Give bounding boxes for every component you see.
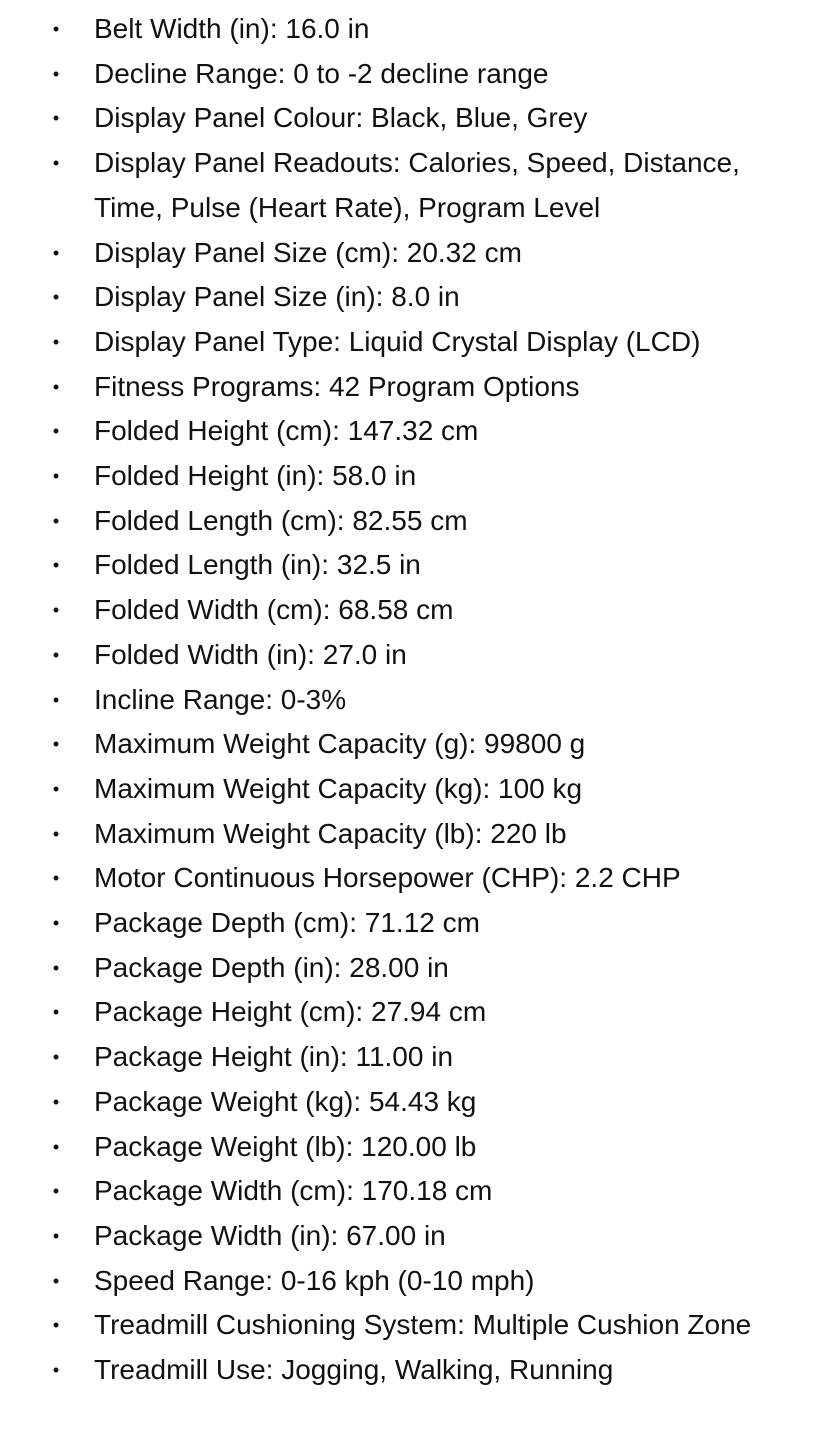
- spec-text: Package Weight (kg): 54.43 kg: [94, 1085, 477, 1117]
- bullet-icon: •: [52, 242, 60, 263]
- spec-item: [0, 946, 836, 991]
- spec-item: [0, 1169, 836, 1214]
- spec-item: [0, 1035, 836, 1080]
- bullet-icon: •: [52, 108, 60, 129]
- bullet-icon: •: [52, 421, 60, 442]
- bullet-icon: •: [52, 510, 60, 531]
- spec-text: Incline Range: 0-3%: [94, 683, 347, 715]
- bullet-icon: •: [52, 868, 60, 889]
- bullet-icon: •: [52, 1136, 60, 1157]
- spec-item: [0, 1259, 836, 1304]
- spec-text: Treadmill Cushioning System: Multiple Cushion Zone: [94, 1309, 752, 1341]
- bullet-icon: •: [52, 331, 60, 352]
- spec-item: [0, 231, 836, 276]
- spec-item: [0, 990, 836, 1035]
- spec-item: [0, 767, 836, 812]
- spec-item: [0, 1348, 836, 1393]
- bullet-icon: •: [52, 689, 60, 710]
- bullet-icon: •: [52, 1091, 60, 1112]
- spec-item: [0, 1080, 836, 1125]
- spec-item: [0, 1125, 836, 1170]
- spec-item: [0, 543, 836, 588]
- spec-text: Display Panel Colour: Black, Blue, Grey: [94, 102, 588, 134]
- spec-item: [0, 365, 836, 410]
- spec-item: [0, 722, 836, 767]
- spec-text: Folded Width (in): 27.0 in: [94, 638, 407, 670]
- spec-text: Package Weight (lb): 120.00 lb: [94, 1130, 477, 1162]
- spec-item: [0, 275, 836, 320]
- bullet-icon: •: [52, 153, 60, 174]
- bullet-icon: •: [52, 1270, 60, 1291]
- spec-text: Speed Range: 0-16 kph (0-10 mph): [94, 1264, 535, 1296]
- spec-text: Folded Length (in): 32.5 in: [94, 549, 421, 581]
- spec-text: Maximum Weight Capacity (kg): 100 kg: [94, 772, 583, 804]
- bullet-icon: •: [52, 466, 60, 487]
- spec-text: Display Panel Size (cm): 20.32 cm: [94, 236, 522, 268]
- bullet-icon: •: [52, 913, 60, 934]
- spec-item: [0, 901, 836, 946]
- spec-item: [0, 320, 836, 365]
- bullet-icon: •: [52, 19, 60, 39]
- spec-item: [0, 633, 836, 678]
- spec-item: [0, 96, 836, 141]
- bullet-icon: •: [52, 287, 60, 308]
- bullet-icon: •: [52, 1225, 60, 1246]
- spec-text: Display Panel Size (in): 8.0 in: [94, 281, 460, 313]
- spec-item: [0, 1303, 836, 1348]
- spec-text: Folded Length (cm): 82.55 cm: [94, 504, 468, 536]
- spec-text: Folded Height (cm): 147.32 cm: [94, 415, 479, 447]
- spec-item: [0, 588, 836, 633]
- bullet-icon: •: [52, 1047, 60, 1068]
- spec-item: [0, 856, 836, 901]
- bullet-icon: •: [52, 600, 60, 621]
- spec-item: [0, 812, 836, 857]
- bullet-icon: •: [52, 778, 60, 799]
- spec-item: [0, 1214, 836, 1259]
- spec-text: Fitness Programs: 42 Program Options: [94, 370, 580, 402]
- bullet-icon: •: [52, 1181, 60, 1202]
- spec-text: Package Depth (in): 28.00 in: [94, 951, 449, 983]
- bullet-icon: •: [52, 957, 60, 978]
- spec-text: Motor Continuous Horsepower (CHP): 2.2 CHP: [94, 862, 681, 894]
- spec-text: Package Height (cm): 27.94 cm: [94, 996, 487, 1028]
- bullet-icon: •: [52, 1360, 60, 1381]
- spec-text: Package Width (cm): 170.18 cm: [94, 1175, 493, 1207]
- spec-text: Package Width (in): 67.00 in: [94, 1219, 446, 1251]
- spec-item: [0, 141, 836, 230]
- spec-text: Display Panel Readouts: Calories, Speed, Distance, Time, Pulse (Heart Rate), Program Level: [94, 147, 740, 223]
- spec-text: Maximum Weight Capacity (lb): 220 lb: [94, 817, 567, 849]
- bullet-icon: •: [52, 734, 60, 755]
- spec-text: Maximum Weight Capacity (g): 99800 g: [94, 728, 586, 760]
- spec-text: Folded Height (in): 58.0 in: [94, 460, 417, 492]
- spec-item: [0, 409, 836, 454]
- bullet-icon: •: [52, 63, 60, 84]
- spec-text: Package Depth (cm): 71.12 cm: [94, 907, 480, 939]
- spec-text: Folded Width (cm): 68.58 cm: [94, 594, 454, 626]
- spec-text: Package Height (in): 11.00 in: [94, 1041, 454, 1073]
- bullet-icon: •: [52, 1315, 60, 1336]
- bullet-icon: •: [52, 555, 60, 576]
- bullet-icon: •: [52, 1002, 60, 1023]
- spec-text: Treadmill Use: Jogging, Walking, Running: [94, 1354, 614, 1386]
- spec-text: Belt Width (in): 16.0 in: [94, 13, 370, 44]
- spec-text: Display Panel Type: Liquid Crystal Display (LCD): [94, 325, 701, 357]
- spec-item: [0, 52, 836, 97]
- spec-item: [0, 499, 836, 544]
- bullet-icon: •: [52, 644, 60, 665]
- bullet-icon: •: [52, 823, 60, 844]
- bullet-icon: •: [52, 376, 60, 397]
- spec-text: Decline Range: 0 to -2 decline range: [94, 57, 549, 89]
- spec-item: [0, 678, 836, 723]
- spec-item: [0, 7, 836, 52]
- spec-item: [0, 454, 836, 499]
